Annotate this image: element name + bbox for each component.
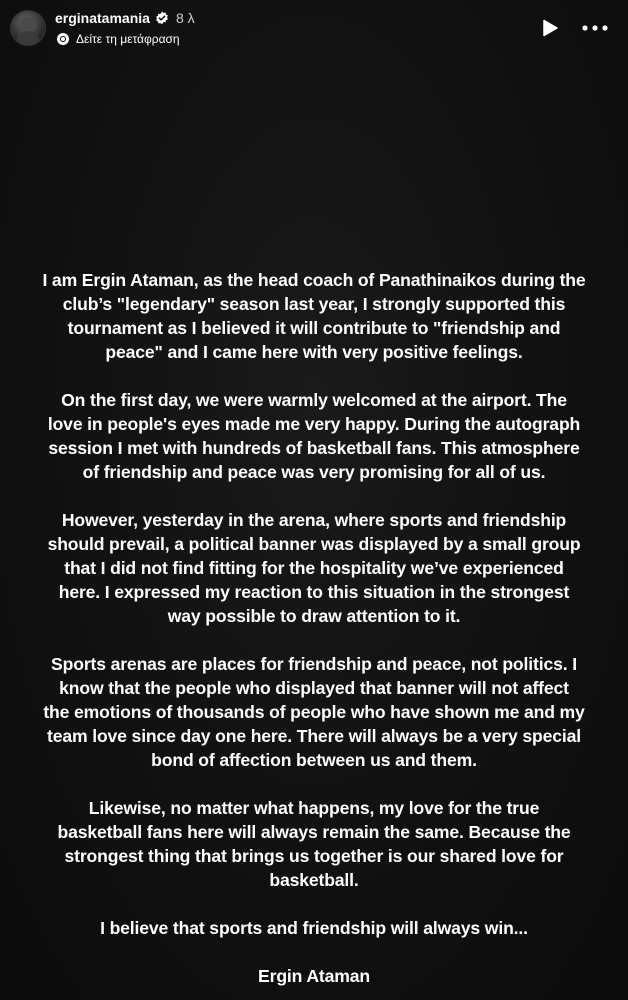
story-text-line: know that the people who displayed that banner will not affect [59, 678, 569, 698]
verified-badge-icon [155, 11, 169, 25]
translate-icon [57, 33, 69, 45]
more-options-icon[interactable] [580, 18, 610, 38]
story-paragraph [0, 964, 628, 988]
play-icon[interactable] [540, 18, 560, 38]
story-paragraph [0, 268, 628, 364]
story-text-line: Sports arenas are places for friendship and peace, not politics. I [51, 654, 577, 674]
story-text-line: Likewise, no matter what happens, my love for the true [88, 798, 540, 818]
story-text-line: basketball. [269, 870, 359, 890]
see-translation-label: Δείτε τη μετάφραση [76, 32, 180, 46]
story-text-line: I am Ergin Ataman, as the head coach of Panathinaikos during the [42, 270, 586, 290]
story-text-line: the emotions of thousands of people who have shown me and my [43, 702, 585, 722]
profile-avatar[interactable] [10, 10, 46, 46]
story-text-line: On the first day, we were warmly welcomed at the airport. The [61, 390, 567, 410]
username-row [55, 9, 195, 27]
story-text-line: that I did not find fitting for the hospitality we’ve experienced [64, 558, 564, 578]
story-paragraph [0, 652, 628, 772]
story-text-line: of friendship and peace was very promising for all of us. [82, 462, 546, 482]
story-text-line: love in people's eyes made me very happy. During the autograph [47, 414, 581, 434]
story-header [0, 0, 628, 58]
story-paragraph [0, 388, 628, 484]
story-paragraph [0, 916, 628, 940]
story-text-line: session I met with hundreds of basketball fans. This atmosphere [48, 438, 580, 458]
story-text-line: strongest thing that brings us together is our shared love for [64, 846, 564, 866]
story-text-line: tournament as I believed it will contribute to "friendship and [67, 318, 561, 338]
see-translation-button[interactable] [57, 31, 180, 47]
story-paragraph [0, 796, 628, 892]
story-text-line: here. I expressed my reaction to this situation in the strongest [58, 582, 570, 602]
story-text-line: should prevail, a political banner was displayed by a small group [47, 534, 581, 554]
story-text-line: I believe that sports and friendship will always win... [100, 918, 528, 938]
story-text-line: peace" and I came here with very positive feelings. [105, 342, 523, 362]
story-text-line: However, yesterday in the arena, where sports and friendship [61, 510, 567, 530]
post-time: 8 λ [175, 10, 195, 26]
story-text-line: team love since day one here. There will always be a very special [47, 726, 581, 746]
story-text-line: bond of affection between us and them. [151, 750, 477, 770]
avatar-body [16, 31, 40, 46]
story-paragraph [0, 508, 628, 628]
story-text-line: club’s "legendary" season last year, I strongly supported this [62, 294, 566, 314]
username-link[interactable]: erginatamania [55, 10, 150, 26]
story-text-line: way possible to draw attention to it. [167, 606, 461, 626]
story-text [0, 268, 628, 1000]
story-text-line: Ergin Ataman [258, 966, 370, 986]
story-text-line: basketball fans here will always remain the same. Because the [57, 822, 571, 842]
